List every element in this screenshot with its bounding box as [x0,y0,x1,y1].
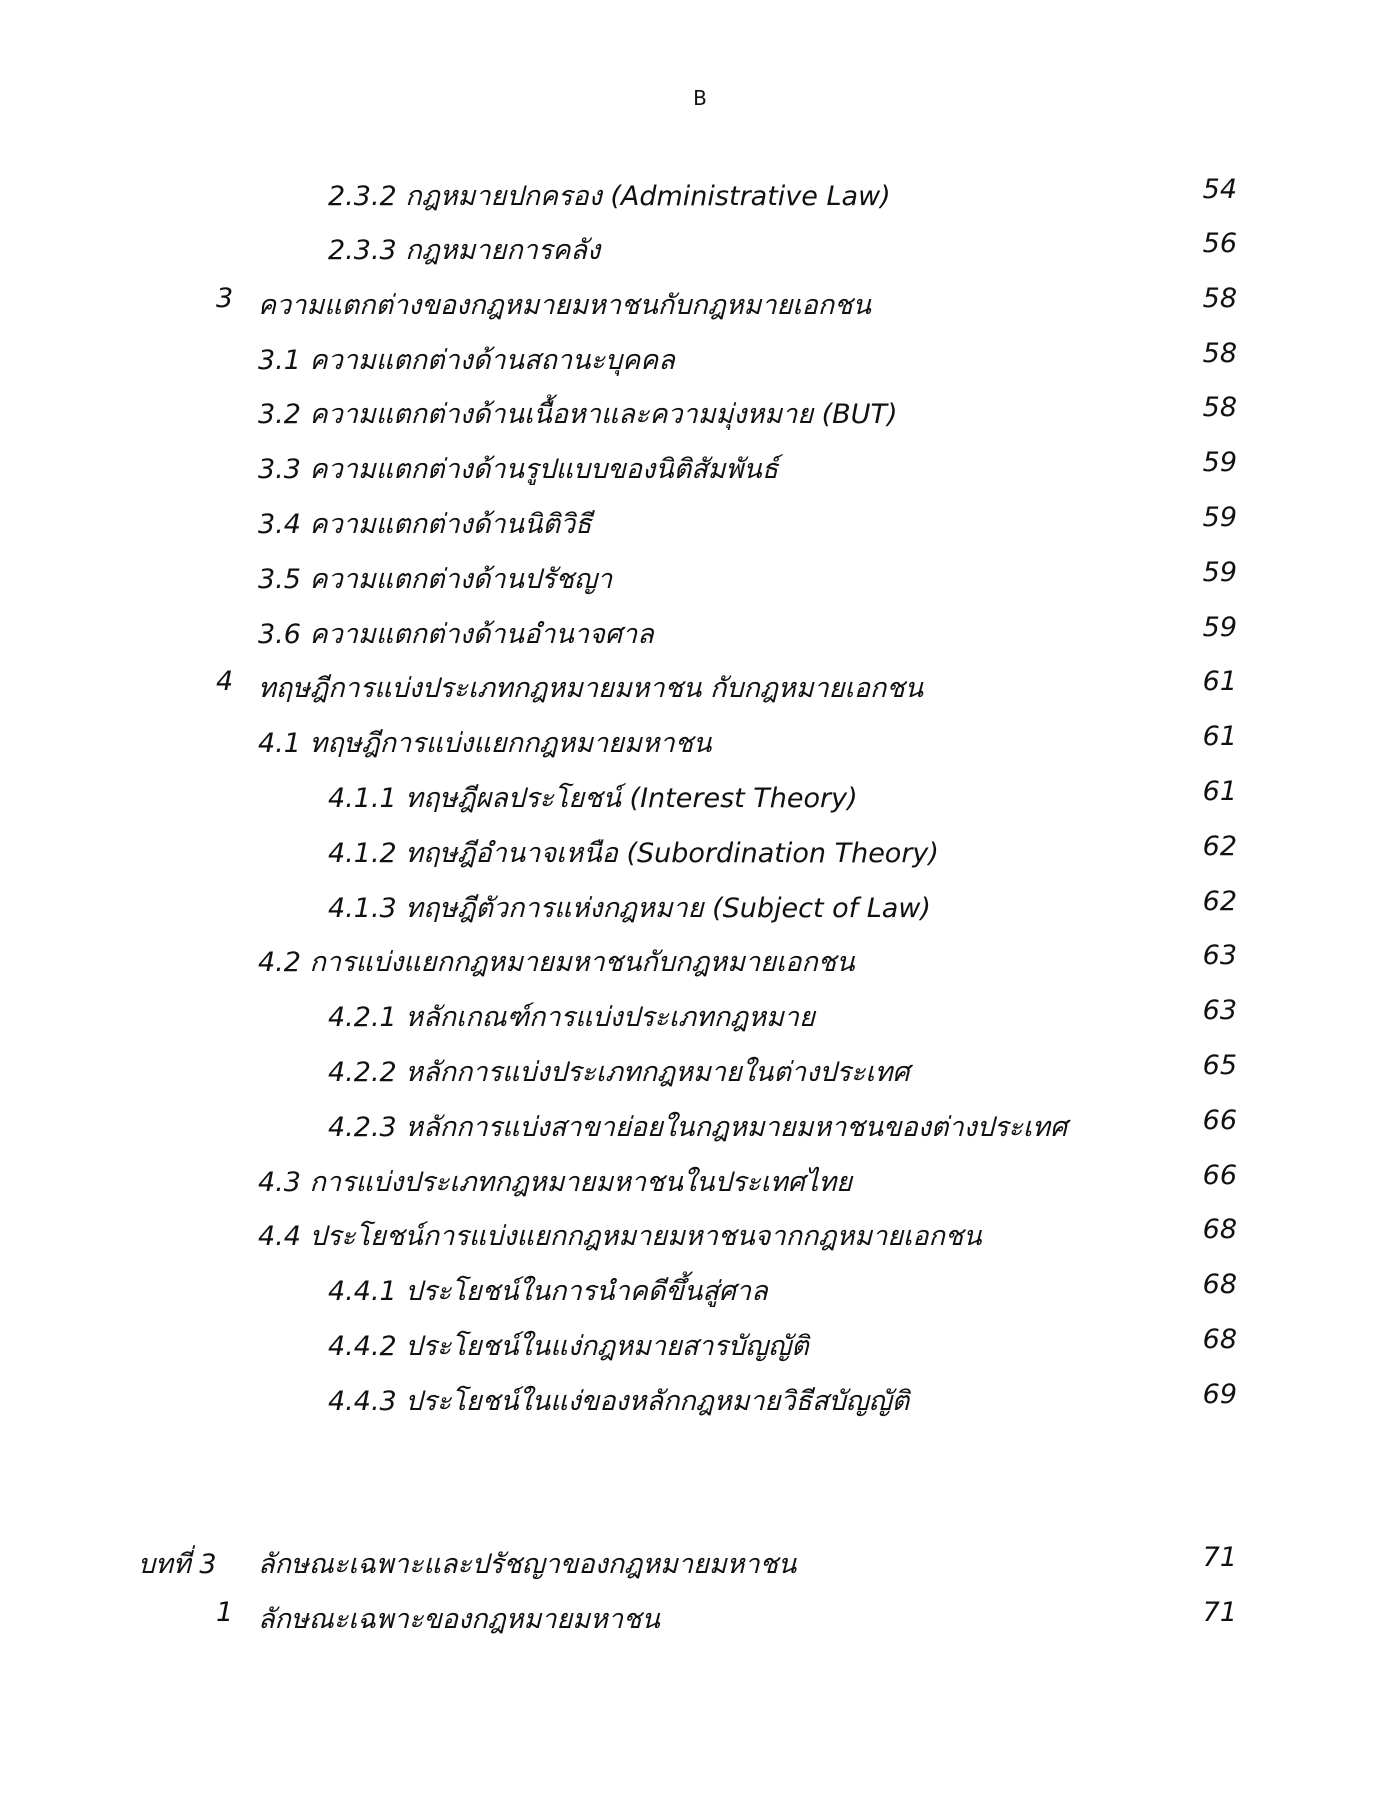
toc-entry-label: 4.4.3 ประโยชน์ในแง่ของหลักกฎหมายวิธีสบัญญัติ [328,1386,910,1417]
toc-entry-label: ความแตกต่างของกฎหมายมหาชนกับกฎหมายเอกชน [258,290,871,321]
toc-entry-label: 3.1 ความแตกต่างด้านสถานะบุคคล [258,345,675,376]
toc-entry-label: 3.6 ความแตกต่างด้านอำนาจศาล [258,619,654,650]
toc-entry-3-3 [0,447,1400,487]
toc-entry-page: 59 [1202,557,1237,588]
toc-entry-label: ลักษณะเฉพาะและปรัชญาของกฎหมายมหาชน [258,1549,797,1580]
toc-entry-page: 68 [1202,1214,1237,1245]
toc-entry-label: 3.3 ความแตกต่างด้านรูปแบบของนิติสัมพันธ์ [258,454,779,485]
toc-entry-label: 3.4 ความแตกต่างด้านนิติวิธี [258,509,592,540]
toc-entry-3-4 [0,502,1400,542]
toc-entry-number: 3 [216,283,234,314]
toc-entry-4-4 [0,1214,1400,1254]
toc-entry-page: 59 [1202,612,1237,643]
toc-entry-label: 3.5 ความแตกต่างด้านปรัชญา [258,564,613,595]
toc-entry-page: 56 [1202,228,1237,259]
toc-entry-label: 4.2.3 หลักการแบ่งสาขาย่อยในกฎหมายมหาชนของต่างประเทศ [328,1112,1068,1143]
toc-entry-chapter-3 [0,1542,1400,1582]
toc-entry-number: บทที่ 3 [138,1549,217,1580]
toc-entry-4-2-3 [0,1105,1400,1145]
toc-entry-page: 59 [1202,502,1237,533]
toc-entry-page: 69 [1202,1379,1237,1410]
toc-entry-page: 54 [1202,174,1237,205]
toc-entry-page: 63 [1202,995,1237,1026]
toc-entry-page: 68 [1202,1269,1237,1300]
toc-entry-4-1-1 [0,776,1400,816]
toc-entry-2-3-3 [0,228,1400,268]
toc-entry-label: 4.2 การแบ่งแยกกฎหมายมหาชนกับกฎหมายเอกชน [258,947,855,978]
toc-entry-label: 4.2.2 หลักการแบ่งประเภทกฎหมายในต่างประเทศ [328,1057,910,1088]
toc-entry-label: 4.1 ทฤษฎีการแบ่งแยกกฎหมายมหาชน [258,728,712,759]
toc-entry-4-4-1 [0,1269,1400,1309]
toc-entry-4-2-2 [0,1050,1400,1090]
toc-entry-3-6 [0,612,1400,652]
toc-entry-2-3-2 [0,174,1400,214]
toc-entry-label: ทฤษฎีการแบ่งประเภทกฎหมายมหาชน กับกฎหมายเอกชน [258,673,924,704]
toc-entry-3 [0,283,1400,323]
toc-entry-4-2 [0,940,1400,980]
toc-entry-label: 2.3.2 กฎหมายปกครอง (Administrative Law) [328,181,891,212]
toc-entry-page: 71 [1202,1542,1237,1573]
toc-entry-page: 66 [1202,1105,1237,1136]
toc-entry-4-2-1 [0,995,1400,1035]
toc-entry-3-5 [0,557,1400,597]
toc-entry-number: 4 [216,666,234,697]
toc-entry-4-4-2 [0,1324,1400,1364]
toc-entry-4-1-3 [0,886,1400,926]
toc-entry-label: ลักษณะเฉพาะของกฎหมายมหาชน [258,1604,660,1635]
toc-entry-page: 59 [1202,447,1237,478]
toc-entry-4-3 [0,1160,1400,1200]
toc-entry-page: 61 [1202,776,1237,807]
toc-entry-page: 62 [1202,831,1237,862]
toc-entry-page: 61 [1202,666,1237,697]
toc-entry-4 [0,666,1400,706]
toc-entry-3-1 [0,338,1400,378]
toc-entry-label: 4.4.1 ประโยชน์ในการนำคดีขึ้นสู่ศาล [328,1276,768,1307]
toc-entry-label: 4.4 ประโยชน์การแบ่งแยกกฎหมายมหาชนจากกฎหมายเอกชน [258,1221,982,1252]
toc-entry-page: 71 [1202,1597,1237,1628]
toc-entry-page: 68 [1202,1324,1237,1355]
toc-entry-label: 4.4.2 ประโยชน์ในแง่กฎหมายสารบัญญัติ [328,1331,809,1362]
toc-entry-4-1-2 [0,831,1400,871]
toc-entry-label: 4.1.1 ทฤษฎีผลประโยชน์ (Interest Theory) [328,783,858,814]
toc-entry-label: 4.3 การแบ่งประเภทกฎหมายมหาชนในประเทศไทย [258,1167,852,1198]
toc-entry-page: 65 [1202,1050,1237,1081]
toc-entry-label: 4.2.1 หลักเกณฑ์การแบ่งประเภทกฎหมาย [328,1002,815,1033]
toc-entry-4-4-3 [0,1379,1400,1419]
toc-entry-page: 58 [1202,338,1237,369]
toc-entry-number: 1 [216,1597,234,1628]
toc-entry-page: 62 [1202,886,1237,917]
toc-entry-3-2 [0,392,1400,432]
toc-entry-label: 4.1.3 ทฤษฎีตัวการแห่งกฎหมาย (Subject of Law) [328,893,931,924]
toc-entry-page: 63 [1202,940,1237,971]
toc-entry-page: 61 [1202,721,1237,752]
toc-entry-4-1 [0,721,1400,761]
toc-entry-label: 3.2 ความแตกต่างด้านเนื้อหาและความมุ่งหมาย (BUT) [258,399,898,430]
toc-entry-chapter-3-1 [0,1597,1400,1637]
toc-entry-page: 66 [1202,1160,1237,1191]
toc-entry-label: 2.3.3 กฎหมายการคลัง [328,235,601,266]
toc-entry-label: 4.1.2 ทฤษฎีอำนาจเหนือ (Subordination Theory) [328,838,939,869]
toc-entry-page: 58 [1202,392,1237,423]
toc-entry-page: 58 [1202,283,1237,314]
page-label: B [693,86,707,110]
